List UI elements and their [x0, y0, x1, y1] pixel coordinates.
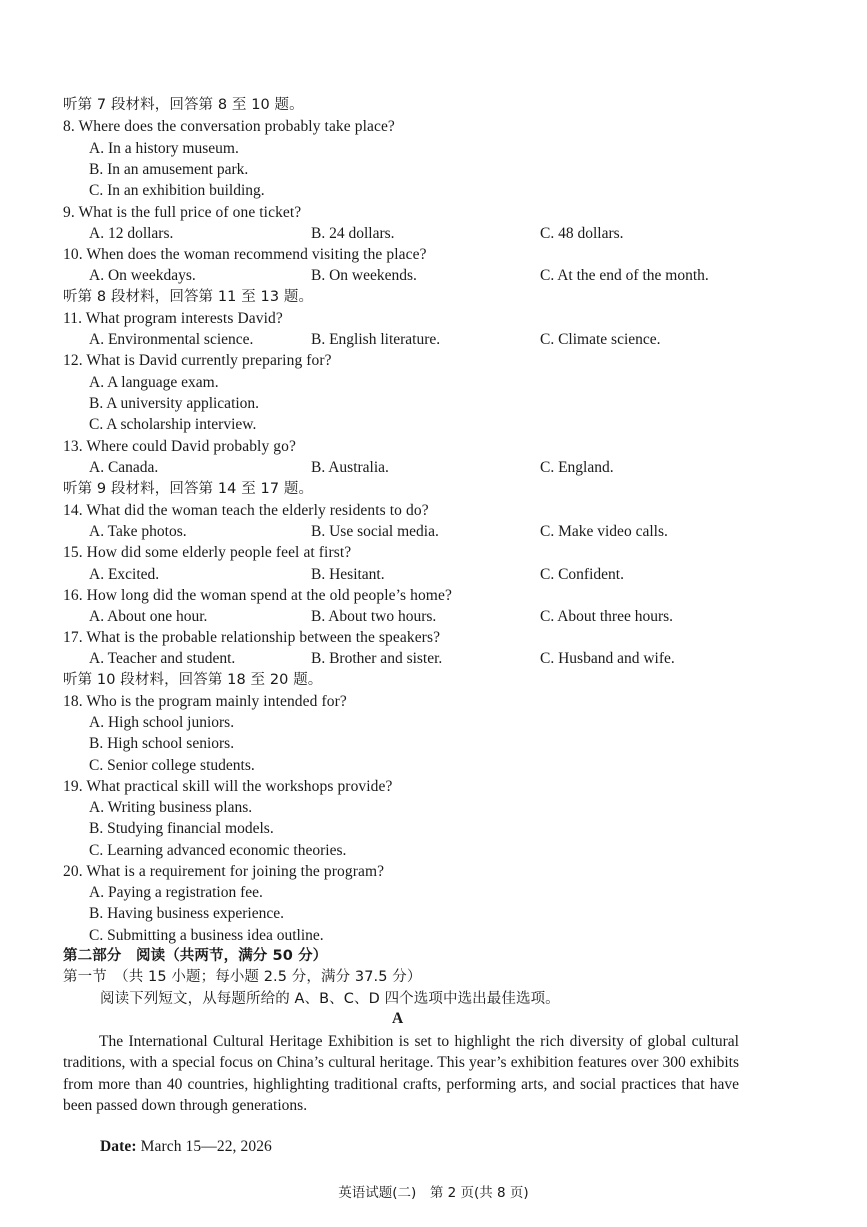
- option-15a: A. Excited.: [89, 566, 160, 583]
- section-heading-8: 听第 8 段材料，回答第 11 至 13 题。: [63, 289, 314, 305]
- option-9c: C. 48 dollars.: [540, 225, 624, 242]
- option-11a: A. Environmental science.: [89, 331, 254, 348]
- option-18b: B. High school seniors.: [89, 735, 235, 752]
- option-17a: A. Teacher and student.: [89, 650, 236, 667]
- passage-paragraph: [63, 1031, 739, 1116]
- option-13a: A. Canada.: [89, 459, 159, 476]
- option-12a: A. A language exam.: [89, 374, 219, 391]
- question-20: 20. What is a requirement for joining the program?: [63, 863, 385, 880]
- option-10b: B. On weekends.: [311, 267, 417, 284]
- option-8b: B. In an amusement park.: [89, 161, 249, 178]
- question-17: 17. What is the probable relationship between the speakers?: [63, 629, 441, 646]
- option-20b: B. Having business experience.: [89, 905, 284, 922]
- option-14a: A. Take photos.: [89, 523, 187, 540]
- option-11b: B. English literature.: [311, 331, 441, 348]
- option-8c: C. In an exhibition building.: [89, 182, 265, 199]
- option-9b: B. 24 dollars.: [311, 225, 395, 242]
- option-15c: C. Confident.: [540, 566, 624, 583]
- option-14b: B. Use social media.: [311, 523, 439, 540]
- option-8a: A. In a history museum.: [89, 140, 239, 157]
- date-line: [100, 1136, 272, 1157]
- date-value: March 15—22, 2026: [136, 1138, 272, 1155]
- option-12c: C. A scholarship interview.: [89, 416, 257, 433]
- question-12: 12. What is David currently preparing for?: [63, 352, 332, 369]
- option-16a: A. About one hour.: [89, 608, 208, 625]
- question-8: 8. Where does the conversation probably take place?: [63, 118, 395, 135]
- page-footer: 英语试题(二) 第 2 页(共 8 页): [338, 1185, 529, 1201]
- option-13b: B. Australia.: [311, 459, 389, 476]
- section-heading-9: 听第 9 段材料，回答第 14 至 17 题。: [63, 481, 314, 497]
- reading-instruction: 阅读下列短文，从每题所给的 A、B、C、D 四个选项中选出最佳选项。: [100, 991, 560, 1007]
- option-9a: A. 12 dollars.: [89, 225, 174, 242]
- question-14: 14. What did the woman teach the elderly residents to do?: [63, 502, 429, 519]
- section-heading-7: 听第 7 段材料，回答第 8 至 10 题。: [63, 97, 304, 113]
- option-19c: C. Learning advanced economic theories.: [89, 842, 347, 859]
- option-19b: B. Studying financial models.: [89, 820, 274, 837]
- date-label: Date:: [100, 1138, 137, 1155]
- option-18c: C. Senior college students.: [89, 757, 255, 774]
- option-12b: B. A university application.: [89, 395, 260, 412]
- question-16: 16. How long did the woman spend at the old people’s home?: [63, 587, 452, 604]
- question-18: 18. Who is the program mainly intended for?: [63, 693, 347, 710]
- option-10c: C. At the end of the month.: [540, 267, 709, 284]
- passage-text: The International Cultural Heritage Exhibition is set to highlight the rich diversity of global cultural traditions, with a special focus on China’s cultural heritage. This year’s exhibition features over 300 exhibits from more than 40 countries, highlighting traditional crafts, performing arts, and social practices that have been passed down through generations.: [63, 1033, 739, 1114]
- question-15: 15. How did some elderly people feel at first?: [63, 544, 352, 561]
- option-18a: A. High school juniors.: [89, 714, 235, 731]
- question-11: 11. What program interests David?: [63, 310, 283, 327]
- option-20c: C. Submitting a business idea outline.: [89, 927, 324, 944]
- option-11c: C. Climate science.: [540, 331, 661, 348]
- option-19a: A. Writing business plans.: [89, 799, 253, 816]
- question-9: 9. What is the full price of one ticket?: [63, 204, 302, 221]
- option-17b: B. Brother and sister.: [311, 650, 443, 667]
- passage-label: A: [392, 1010, 404, 1027]
- option-16b: B. About two hours.: [311, 608, 437, 625]
- option-10a: A. On weekdays.: [89, 267, 196, 284]
- question-10: 10. When does the woman recommend visiting the place?: [63, 246, 427, 263]
- section-heading-10: 听第 10 段材料，回答第 18 至 20 题。: [63, 672, 323, 688]
- section-one-title: 第一节 （共 15 小题；每小题 2.5 分，满分 37.5 分）: [63, 969, 422, 985]
- option-20a: A. Paying a registration fee.: [89, 884, 263, 901]
- option-15b: B. Hesitant.: [311, 566, 385, 583]
- option-13c: C. England.: [540, 459, 614, 476]
- question-19: 19. What practical skill will the workshops provide?: [63, 778, 393, 795]
- option-14c: C. Make video calls.: [540, 523, 668, 540]
- part-two-title: 第二部分 阅读（共两节，满分 50 分）: [63, 948, 328, 964]
- question-13: 13. Where could David probably go?: [63, 438, 296, 455]
- option-17c: C. Husband and wife.: [540, 650, 675, 667]
- option-16c: C. About three hours.: [540, 608, 674, 625]
